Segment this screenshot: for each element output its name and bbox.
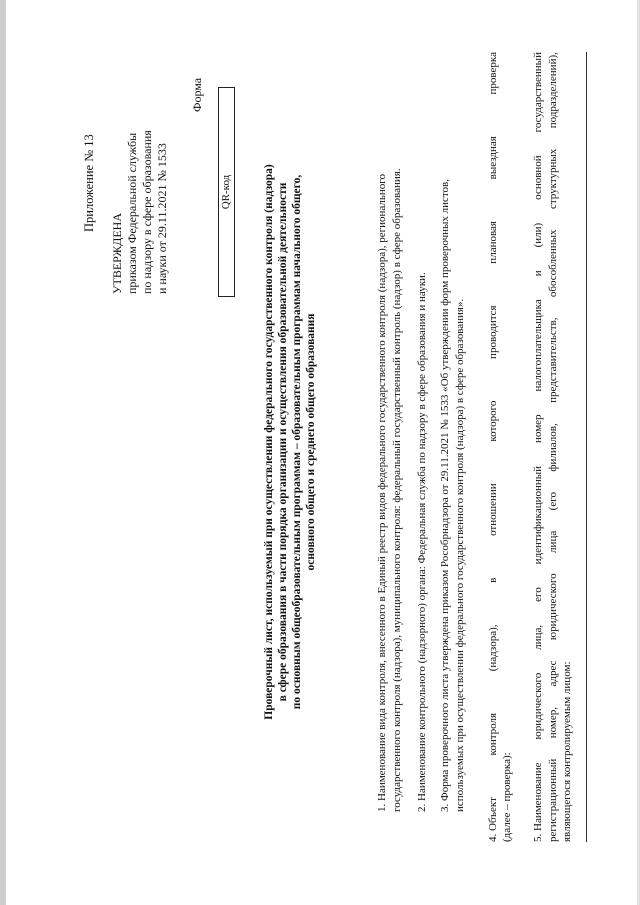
word: проводится xyxy=(487,305,499,359)
text-line: государственного контроля (надзора), муниципального контроля: федеральный государственный контроль (надзор) в сфере образования. xyxy=(390,168,403,812)
item-1-control-type xyxy=(375,52,404,812)
word: в xyxy=(487,577,499,583)
title-line: основного общего и среднего общего образования xyxy=(305,313,317,571)
item-4-control-object xyxy=(486,52,501,842)
word: номер, xyxy=(546,706,559,739)
word: 5. Наименование xyxy=(532,762,544,842)
text-line: используемых при осуществлении федерального государственного контроля (надзора) в сфере образования». xyxy=(453,298,466,812)
word: отношении xyxy=(487,483,499,536)
word: юридического xyxy=(532,672,544,740)
word: подразделений), xyxy=(546,52,559,129)
item-4-continuation: (далее – проверка): xyxy=(501,752,513,842)
word: выездная xyxy=(487,136,499,180)
appendix-number: Приложение № 13 xyxy=(82,134,96,232)
word: филиалов, xyxy=(546,423,559,472)
title-line: по основным общеобразовательным программам – образовательным программам начального общего, xyxy=(291,174,303,710)
approval-line: приказом Федеральной службы xyxy=(125,132,139,294)
word: структурных xyxy=(546,148,559,210)
qr-code-box: QR-код xyxy=(218,87,235,297)
title-line: Проверочный лист, используемый при осуществлении федерального государственного контроля (надзора) xyxy=(263,164,275,720)
word: (или) xyxy=(532,222,544,248)
word: являющегося контролируемым лицом: xyxy=(561,661,573,842)
item-3-form-approval xyxy=(438,52,467,812)
rotated-document-page xyxy=(38,32,608,872)
form-label: Форма xyxy=(190,77,204,112)
text-line xyxy=(546,52,561,842)
approval-line: по надзору в сфере образования xyxy=(140,130,154,294)
answer-underline xyxy=(586,52,587,842)
word: и xyxy=(532,270,544,277)
word: номер xyxy=(532,414,544,443)
approval-line: и науки от 29.11.2021 № 1533 xyxy=(155,143,169,294)
text-line: 1. Наименование вида контроля, внесенного в Единый реестр видов федерального государственного контроля (надзора), регионального xyxy=(376,173,388,812)
word: его xyxy=(532,587,544,602)
approval-line: УТВЕРЖДЕНА xyxy=(110,212,124,294)
word: 4. Объект xyxy=(487,797,499,842)
title-line: в сфере образования в части порядка организации и осуществления образовательной деятельности xyxy=(277,182,289,702)
item-5-legal-entity xyxy=(531,52,575,842)
word: представительств, xyxy=(546,317,559,403)
word: обособленных xyxy=(546,229,559,298)
document-title xyxy=(262,162,318,722)
word: контроля xyxy=(487,712,499,756)
text-line: 3. Форма проверочного листа утверждена приказом Рособрнадзора от 29.11.2021 № 1533 «Об утверждении форм проверочных листов, xyxy=(439,179,451,812)
word: (его xyxy=(546,492,559,511)
word: плановая xyxy=(487,221,499,264)
word: регистрационный xyxy=(546,758,559,842)
word: идентификационный xyxy=(532,465,544,565)
word: (надзора), xyxy=(487,624,499,672)
word: которого xyxy=(487,400,499,442)
word: государственный xyxy=(532,52,544,133)
word: лица xyxy=(546,530,559,553)
word: основной xyxy=(532,155,544,200)
approval-stamp xyxy=(110,32,170,294)
word: адрес xyxy=(546,660,559,687)
text-line xyxy=(560,52,575,842)
text-line: 2. Наименование контрольного (надзорного) органа: Федеральная служба по надзору в сфере образования и науки. xyxy=(416,272,428,812)
text-line xyxy=(531,52,546,842)
word: лица, xyxy=(532,624,544,650)
word: юридического xyxy=(546,573,559,641)
word: проверка xyxy=(487,52,499,95)
item-2-control-body xyxy=(415,52,430,812)
word: налогоплательщика xyxy=(532,299,544,392)
